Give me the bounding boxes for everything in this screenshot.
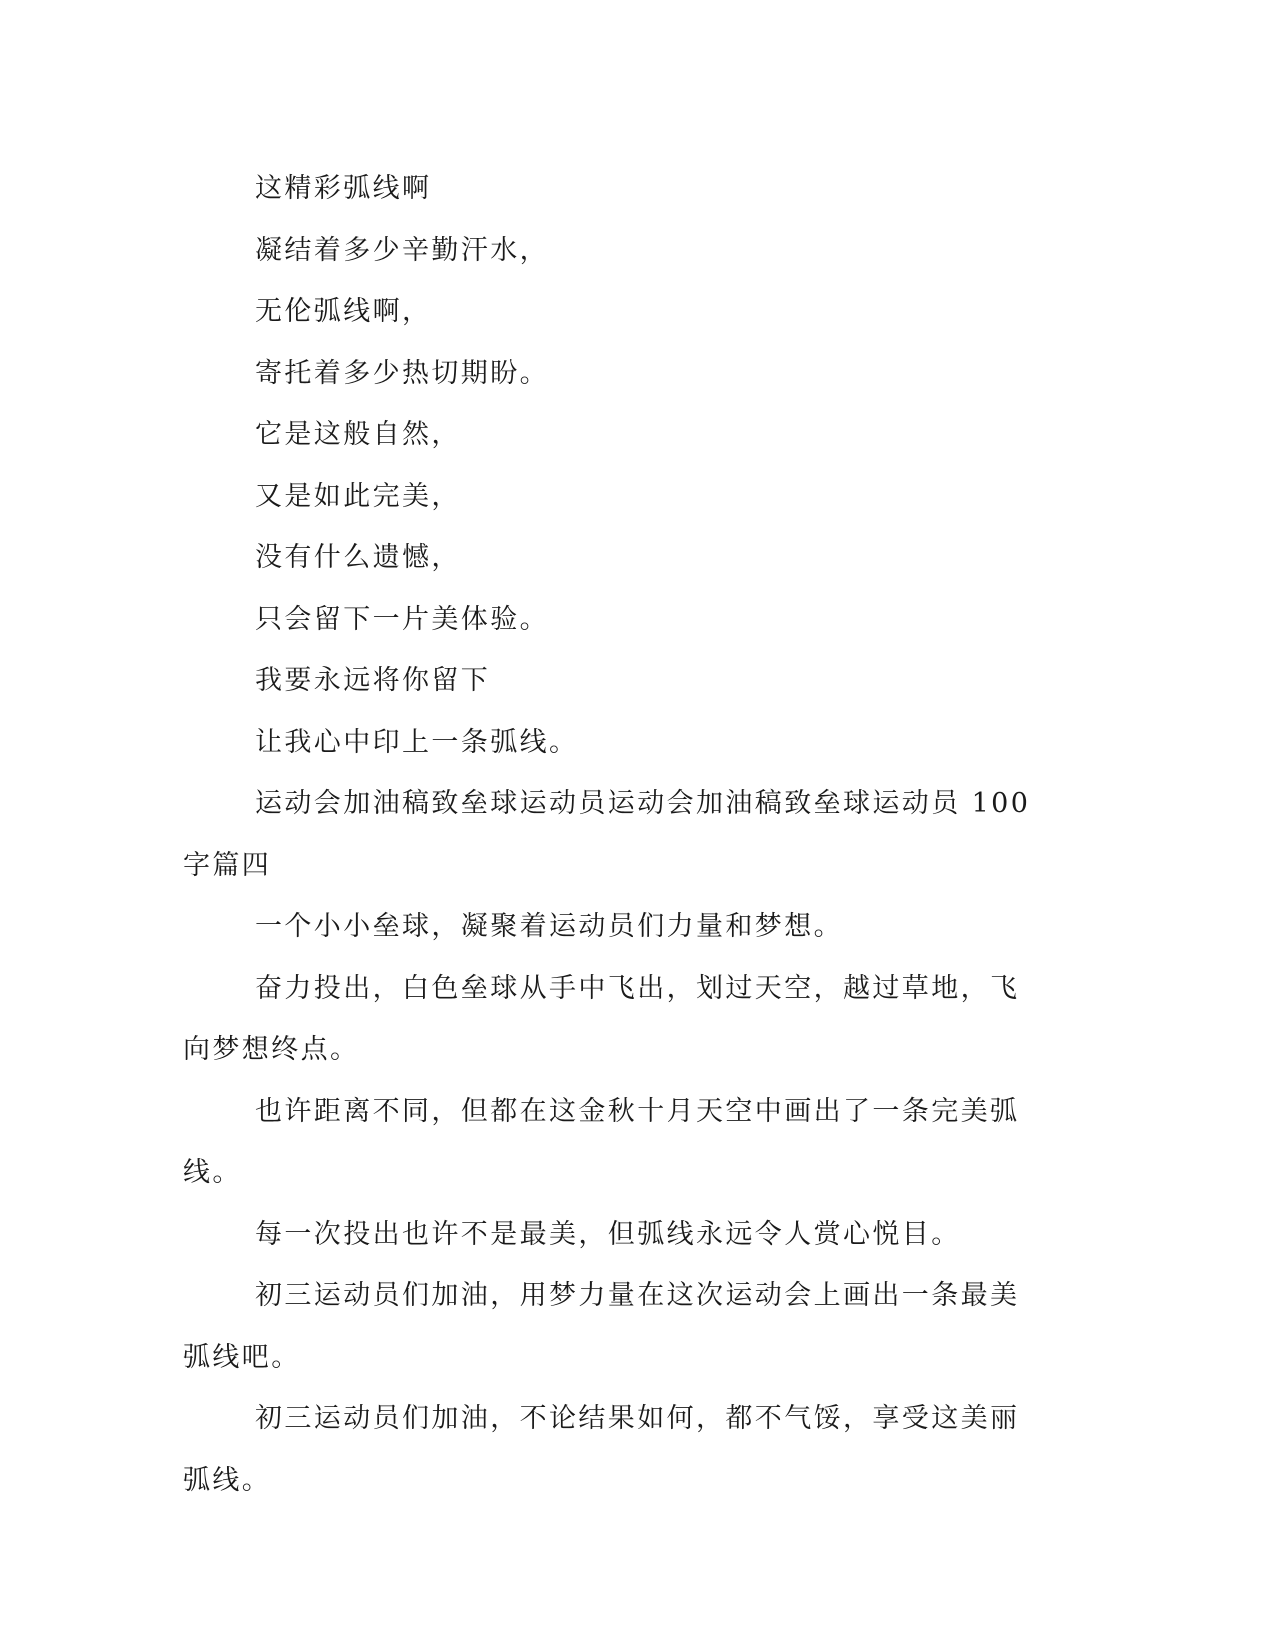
paragraph: 让我心中印上一条弧线。	[255, 726, 579, 758]
paragraph: 这精彩弧线啊	[255, 173, 432, 204]
paragraph: 奋力投出，白色垒球从手中飞出，划过天空，越过草地，飞向梦想终点。	[183, 972, 1020, 1065]
paragraph: 初三运动员们加油，不论结果如何，都不气馁，享受这美丽弧线。	[183, 1403, 1020, 1496]
paragraph: 也许距离不同，但都在这金秋十月天空中画出了一条完美弧线。	[183, 1095, 1020, 1188]
paragraph: 它是这般自然，	[255, 419, 461, 450]
section-heading: 运动会加油稿致垒球运动员运动会加油稿致垒球运动员 100 字篇四	[183, 788, 1031, 881]
document-body	[183, 158, 1043, 1511]
paragraph: 初三运动员们加油，用梦力量在这次运动会上画出一条最美弧线吧。	[183, 1280, 1020, 1373]
paragraph: 又是如此完美，	[255, 480, 461, 512]
paragraph: 我要永远将你留下	[255, 665, 491, 696]
paragraph: 每一次投出也许不是最美，但弧线永远令人赏心悦目。	[255, 1218, 961, 1250]
paragraph: 无伦弧线啊，	[255, 296, 432, 327]
paragraph: 寄托着多少热切期盼。	[255, 357, 549, 389]
paragraph: 一个小小垒球，凝聚着运动员们力量和梦想。	[255, 911, 843, 942]
paragraph: 没有什么遗憾，	[255, 542, 461, 573]
paragraph: 只会留下一片美体验。	[255, 603, 549, 635]
paragraph: 凝结着多少辛勤汗水，	[255, 234, 549, 266]
